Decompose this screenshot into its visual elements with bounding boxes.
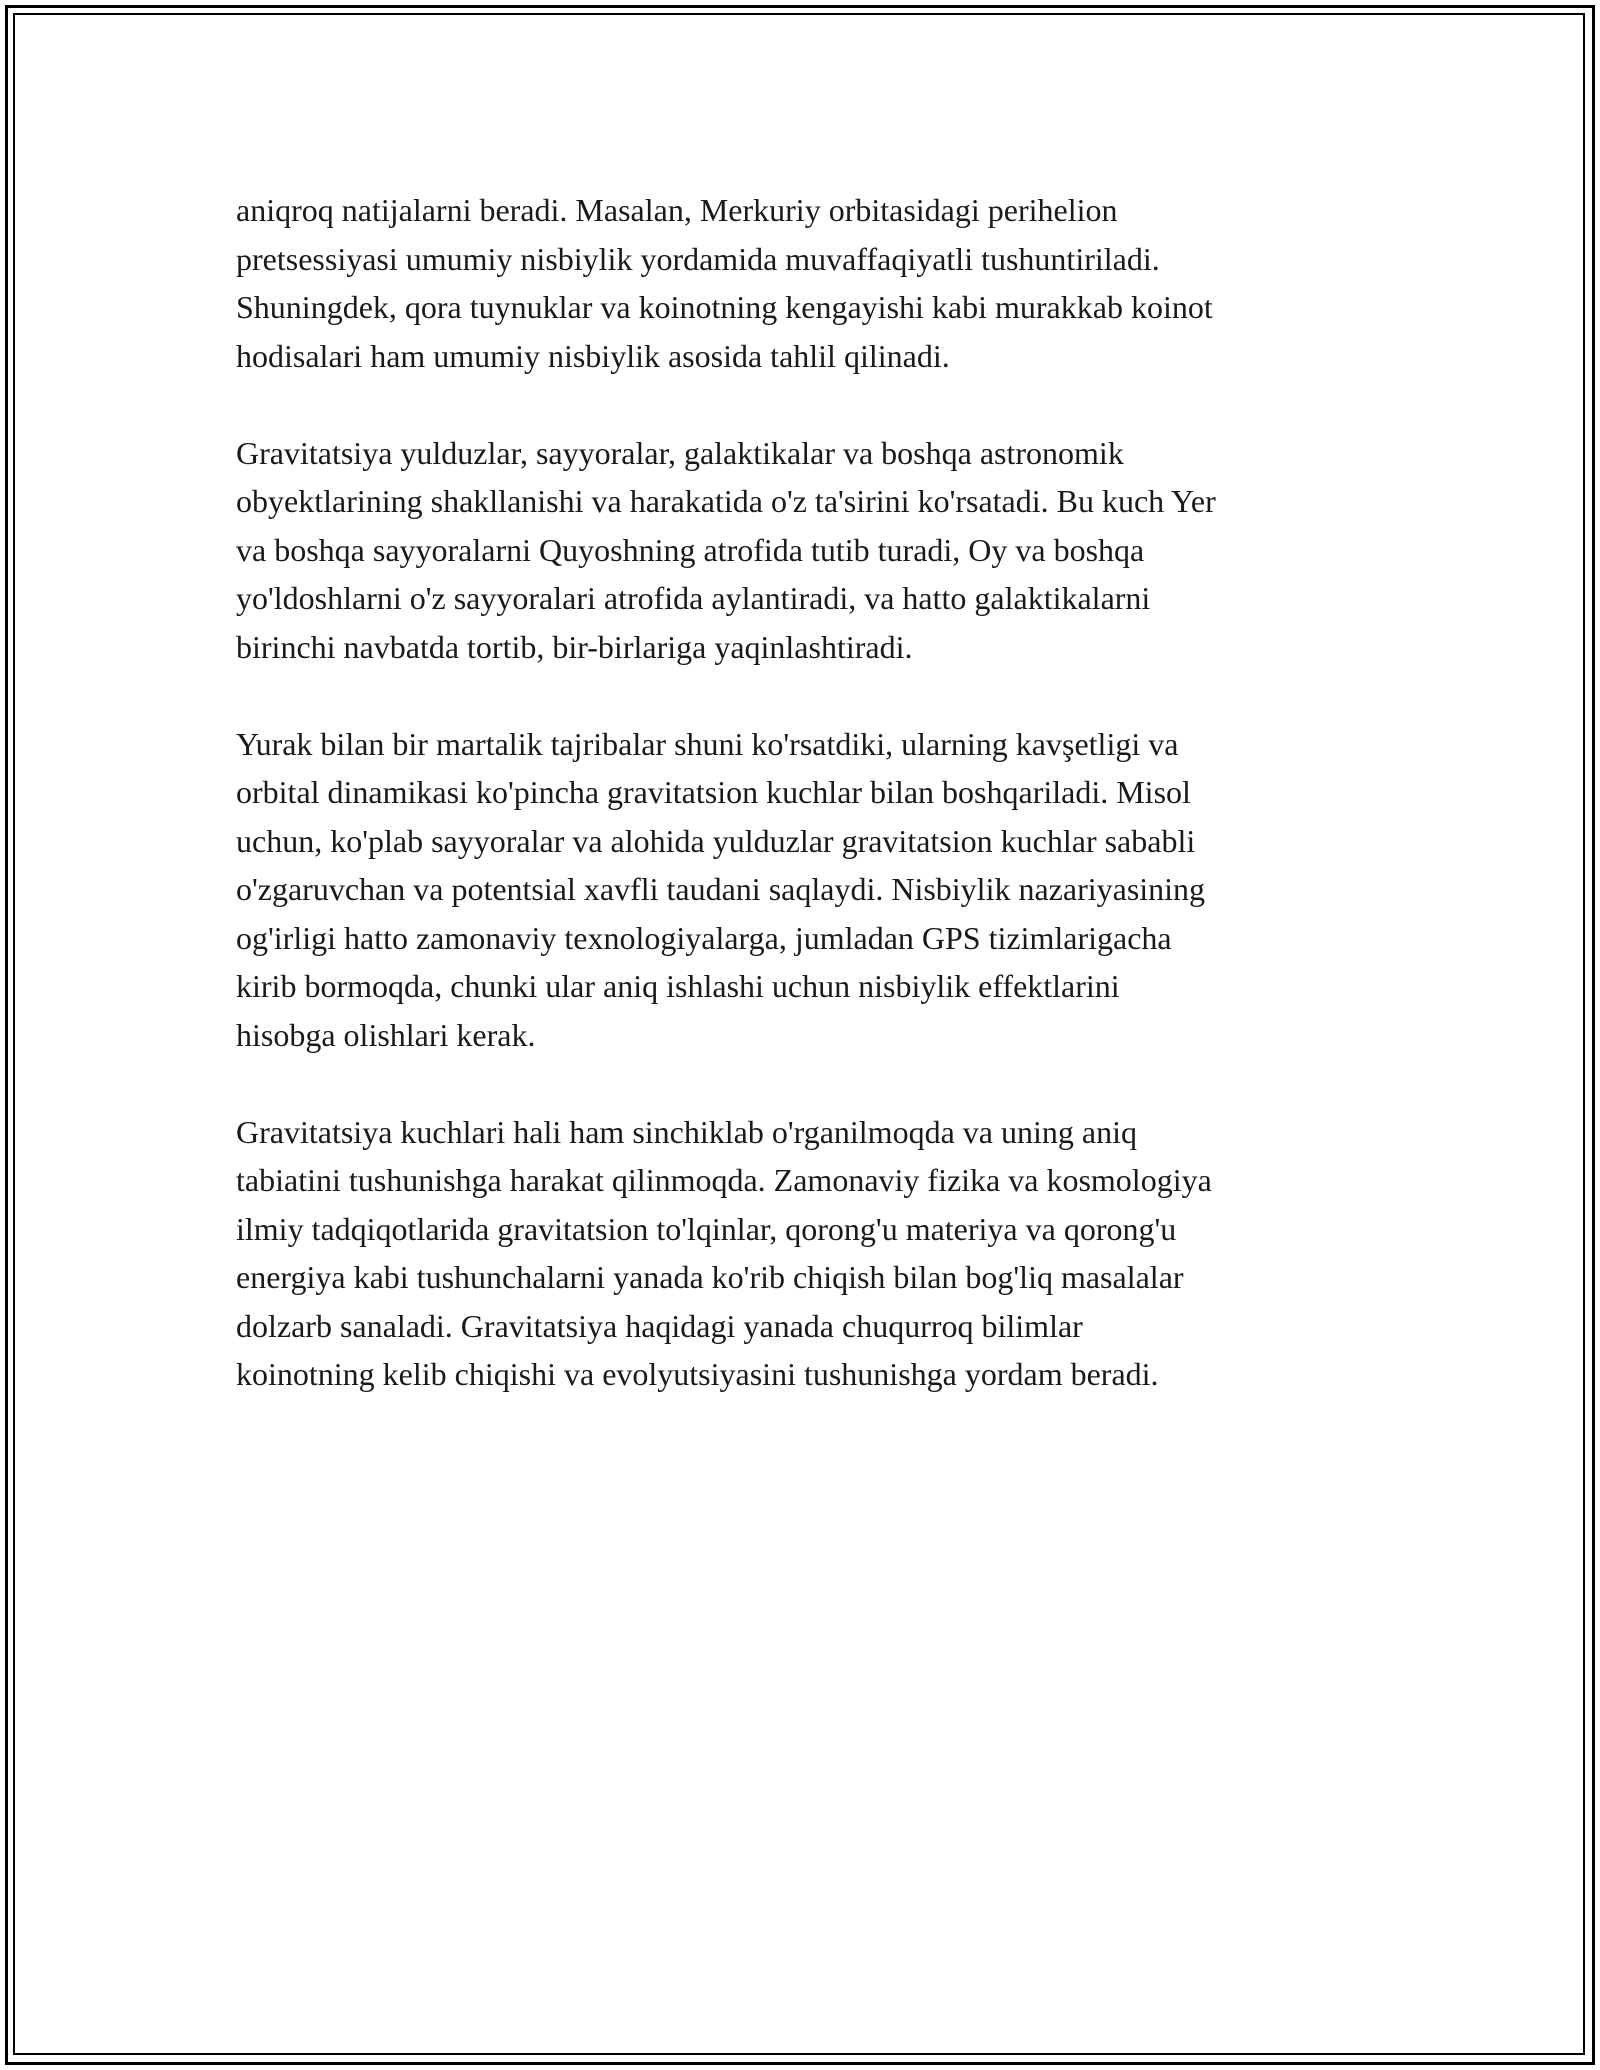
text-line: birinchi navbatda tortib, bir-birlariga yaqinlashtiradi.	[236, 628, 913, 665]
text-line: koinotning kelib chiqishi va evolyutsiyasini tushunishga yordam beradi.	[236, 1356, 1159, 1392]
paragraph-1	[236, 186, 1376, 380]
paragraph-4	[236, 1108, 1376, 1399]
text-line: dolzarb sanaladi. Gravitatsiya haqidagi yanada chuqurroq bilimlar	[236, 1307, 1083, 1344]
text-line: Shuningdek, qora tuynuklar va koinotning kengayishi kabi murakkab koinot	[236, 289, 1213, 325]
text-line: kirib bormoqda, chunki ular aniq ishlashi uchun nisbiylik effektlarini	[236, 968, 1120, 1004]
text-line: orbital dinamikasi ko'pincha gravitatsion kuchlar bilan boshqariladi. Misol	[236, 774, 1191, 810]
paragraph-2	[236, 429, 1376, 672]
text-line: hisobga olishlari kerak.	[236, 1016, 536, 1053]
text-line: energiya kabi tushunchalarni yanada ko'rib chiqish bilan bog'liq masalalar	[236, 1259, 1184, 1295]
text-line: aniqroq natijalarni beradi. Masalan, Merkuriy orbitasidagi perihelion	[236, 192, 1118, 228]
paragraph-3	[236, 720, 1376, 1060]
text-line: obyektlarining shakllanishi va harakatida o'z ta'sirini ko'rsatadi. Bu kuch Yer	[236, 483, 1216, 519]
text-line: hodisalari ham umumiy nisbiylik asosida tahlil qilinadi.	[236, 337, 950, 374]
text-line: og'irligi hatto zamonaviy texnologiyalarga, jumladan GPS tizimlarigacha	[236, 919, 1172, 956]
text-line: Yurak bilan bir martalik tajribalar shuni ko'rsatdiki, ularning kavşetligi va	[236, 725, 1179, 762]
text-line: o'zgaruvchan va potentsial xavfli taudani saqlaydi. Nisbiylik nazariyasining	[236, 871, 1206, 907]
text-line: pretsessiyasi umumiy nisbiylik yordamida muvaffaqiyatli tushuntiriladi.	[236, 240, 1160, 277]
text-line: va boshqa sayyoralarni Quyoshning atrofida tutib turadi, Oy va boshqa	[236, 531, 1145, 568]
text-line: uchun, ko'plab sayyoralar va alohida yulduzlar gravitatsion kuchlar sababli	[236, 822, 1196, 859]
text-line: yo'ldoshlarni o'z sayyoralari atrofida aylantiradi, va hatto galaktikalarni	[236, 580, 1151, 616]
text-line: ilmiy tadqiqotlarida gravitatsion to'lqinlar, qorong'u materiya va qorong'u	[236, 1210, 1177, 1247]
text-line: Gravitatsiya yulduzlar, sayyoralar, galaktikalar va boshqa astronomik	[236, 434, 1124, 471]
text-line: tabiatini tushunishga harakat qilinmoqda. Zamonaviy fizika va kosmologiya	[236, 1162, 1212, 1198]
document-body	[236, 186, 1376, 1447]
text-line: Gravitatsiya kuchlari hali ham sinchiklab o'rganilmoqda va uning aniq	[236, 1113, 1137, 1150]
